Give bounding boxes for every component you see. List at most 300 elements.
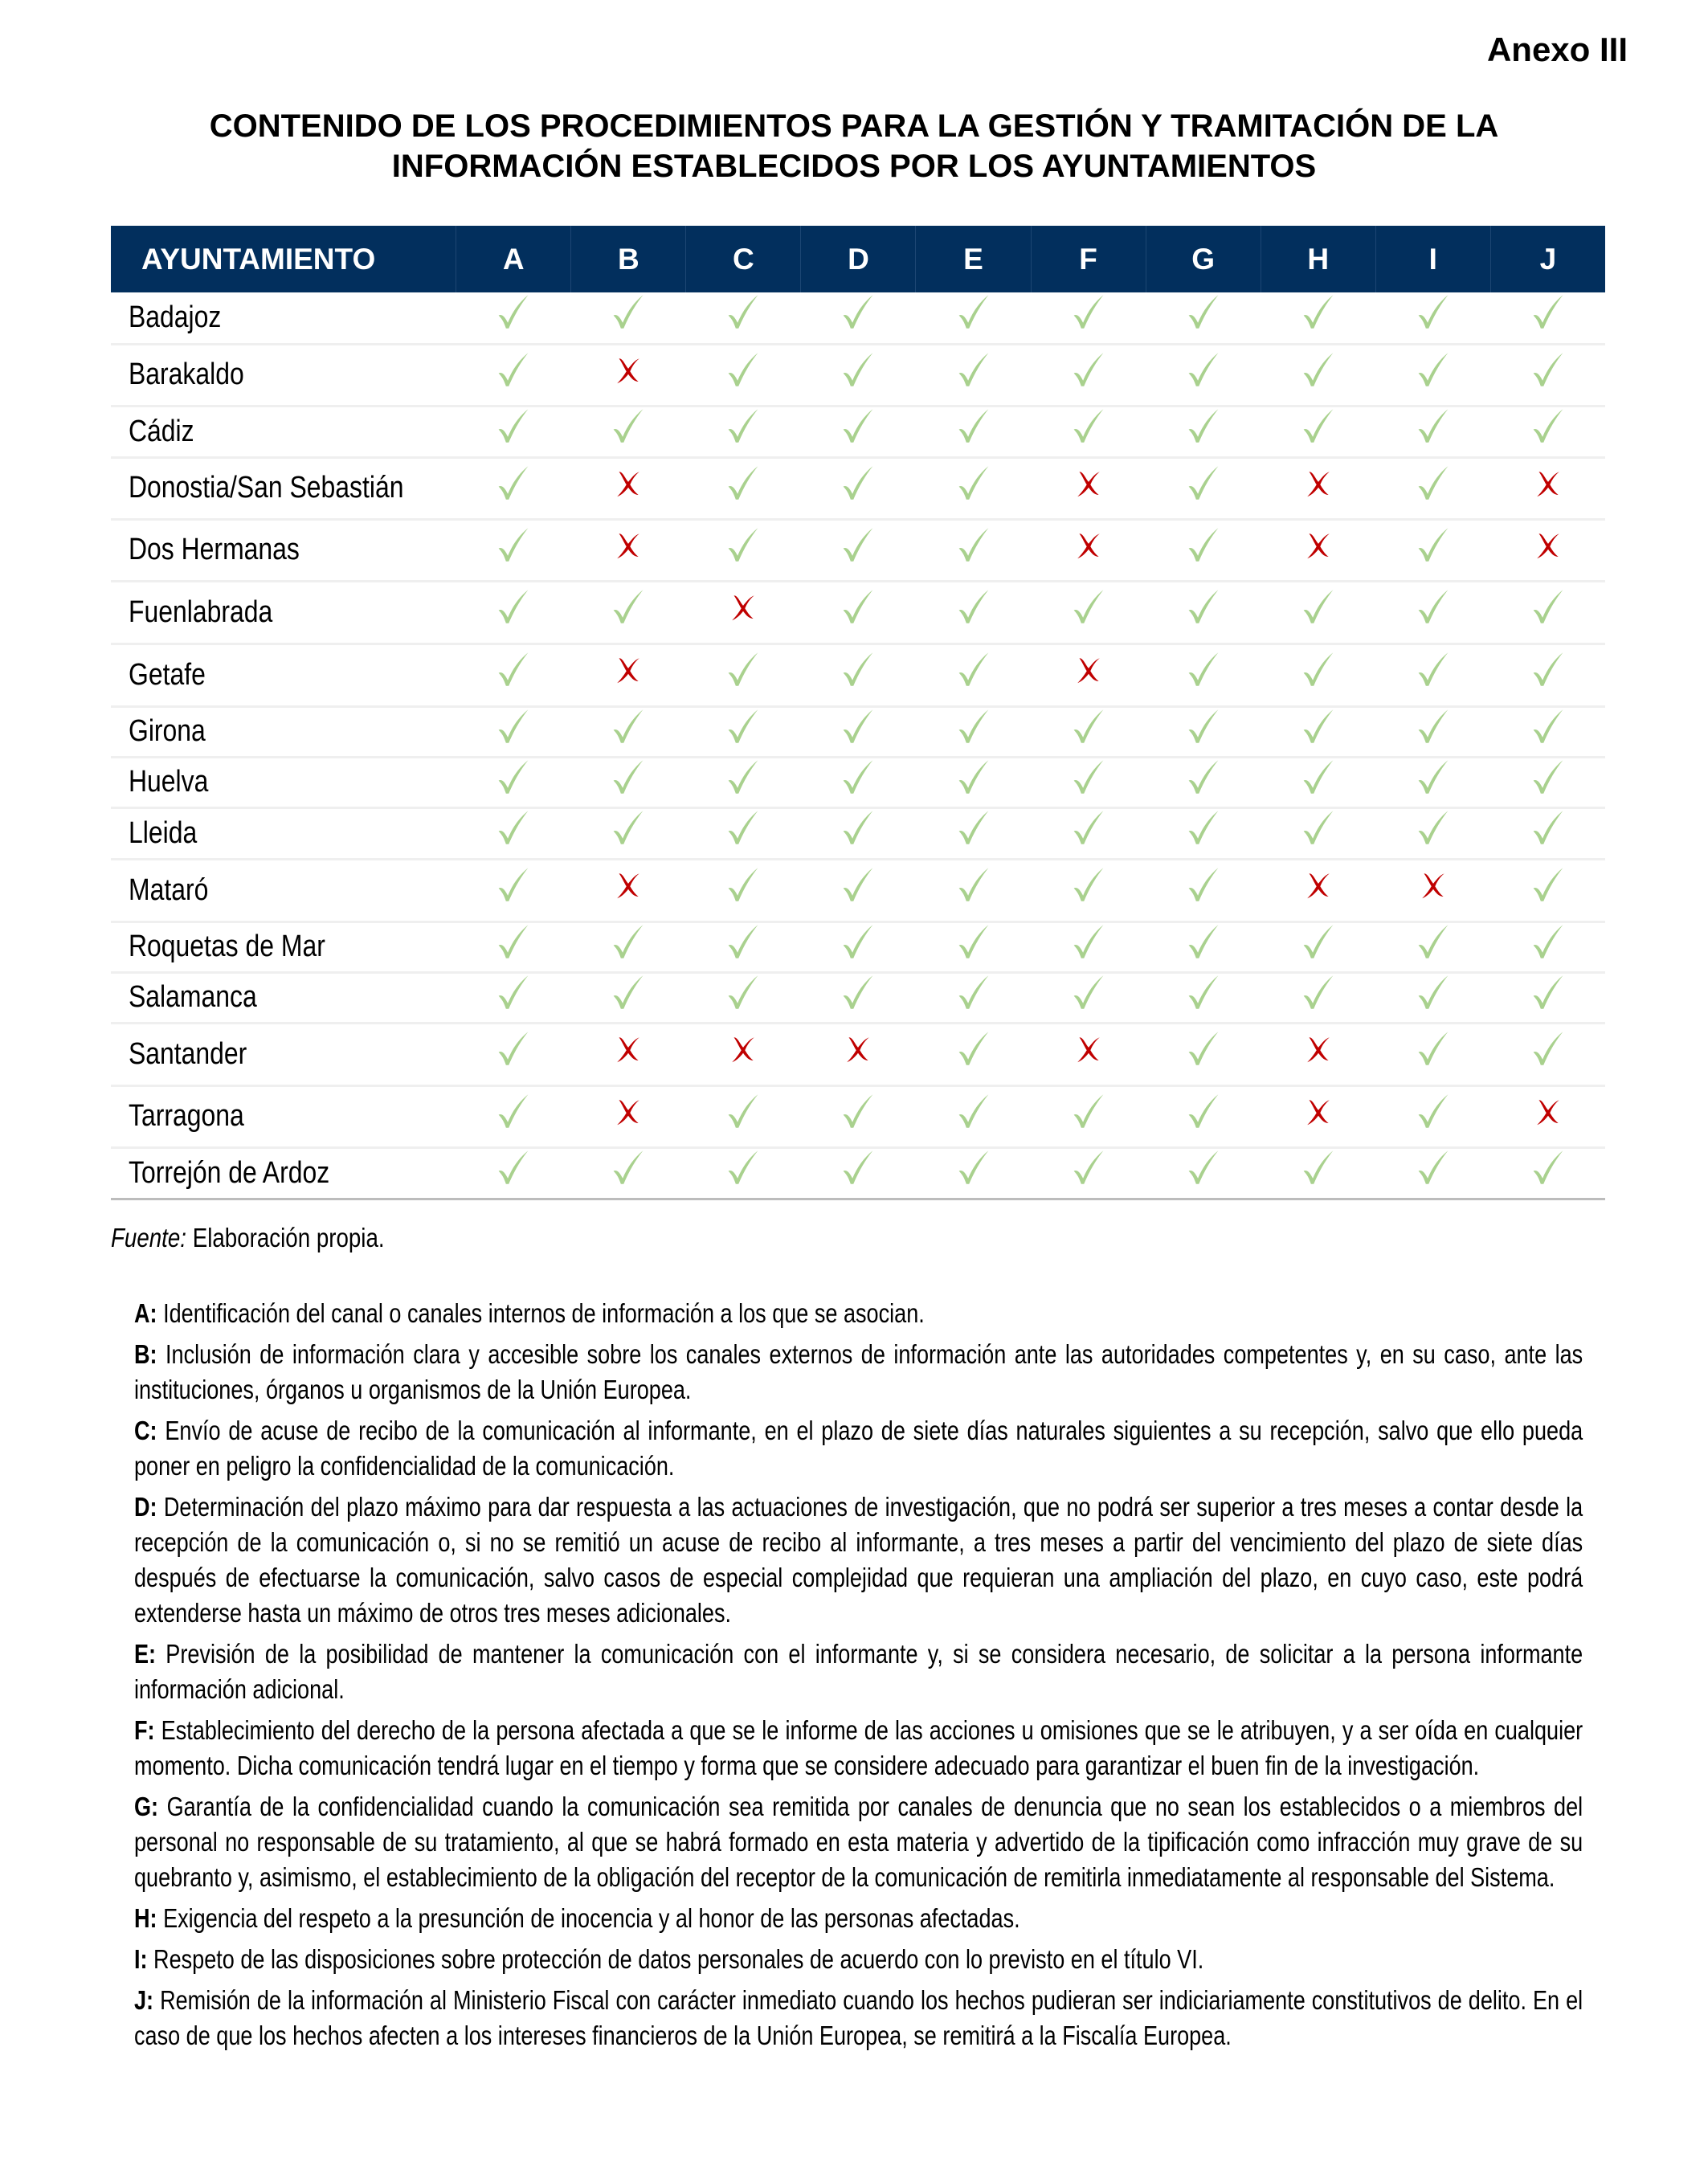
- cross-icon: [1300, 1093, 1337, 1130]
- legend-text: Identificación del canal o canales internos de información a los que se asocian.: [157, 1298, 925, 1328]
- cell-d: [801, 1147, 916, 1199]
- cell-a: [456, 807, 571, 859]
- check-icon: [1415, 464, 1452, 501]
- table-row: [111, 757, 1605, 807]
- annex-label: Anexo III: [1486, 31, 1628, 68]
- check-icon: [840, 1149, 876, 1186]
- check-icon: [725, 651, 762, 688]
- check-icon: [1415, 708, 1452, 745]
- municipality-name: [111, 921, 456, 972]
- cell-g: [1146, 519, 1261, 581]
- cell-h: [1261, 344, 1375, 406]
- cell-f: [1031, 921, 1146, 972]
- cell-d: [801, 859, 916, 921]
- legend-text: Previsión de la posibilidad de mantener la comunicación con el informante y, si se considera necesario, de solicitar a la persona informante información adicional.: [134, 1639, 1583, 1704]
- check-icon: [495, 1149, 532, 1186]
- cell-a: [456, 406, 571, 457]
- cross-icon: [1070, 526, 1107, 563]
- municipality-label: Barakaldo: [129, 358, 244, 391]
- check-icon: [1530, 651, 1567, 688]
- check-icon: [955, 758, 992, 795]
- cell-b: [571, 807, 686, 859]
- check-icon: [1415, 1093, 1452, 1130]
- cell-i: [1375, 757, 1490, 807]
- cross-icon: [1070, 651, 1107, 688]
- cell-j: [1490, 457, 1605, 519]
- cell-j: [1490, 581, 1605, 644]
- check-icon: [840, 526, 876, 563]
- cell-h: [1261, 292, 1375, 344]
- cell-i: [1375, 807, 1490, 859]
- legend-text: Determinación del plazo máximo para dar respuesta a las actuaciones de investigación, que no podrá ser superior a tres meses a contar desde la recepción de la comunicación o, si no se remitió un acuse de recibo al informante, a tres meses a partir del vencimiento del plazo de siete días después de efectuarse la comunicación, salvo casos de especial complejidad que requieran una ampliación del plazo, en cuyo caso, este podrá extenderse hasta un máximo de otros tres meses adicionales.: [134, 1492, 1583, 1628]
- check-icon: [1415, 526, 1452, 563]
- municipality-label: Roquetas de Mar: [129, 930, 325, 963]
- cell-h: [1261, 859, 1375, 921]
- cell-h: [1261, 644, 1375, 706]
- cell-j: [1490, 757, 1605, 807]
- check-icon: [1300, 293, 1337, 330]
- cell-g: [1146, 859, 1261, 921]
- check-icon: [1185, 866, 1222, 903]
- check-icon: [955, 974, 992, 1011]
- cross-icon: [610, 866, 647, 903]
- check-icon: [495, 407, 532, 444]
- cell-f: [1031, 1085, 1146, 1147]
- cell-a: [456, 457, 571, 519]
- check-icon: [840, 758, 876, 795]
- check-icon: [495, 351, 532, 388]
- municipality-name: [111, 344, 456, 406]
- check-icon: [840, 974, 876, 1011]
- cell-f: [1031, 406, 1146, 457]
- cell-g: [1146, 1147, 1261, 1199]
- check-icon: [1530, 588, 1567, 625]
- check-icon: [725, 923, 762, 960]
- cell-i: [1375, 1023, 1490, 1085]
- cell-j: [1490, 1085, 1605, 1147]
- municipality-label: Lleida: [129, 815, 198, 850]
- cell-i: [1375, 921, 1490, 972]
- cell-j: [1490, 1147, 1605, 1199]
- cell-e: [916, 292, 1031, 344]
- cross-icon: [1300, 866, 1337, 903]
- check-icon: [1530, 809, 1567, 846]
- cell-i: [1375, 859, 1490, 921]
- header-col-f: F: [1031, 226, 1146, 292]
- cell-b: [571, 1023, 686, 1085]
- cell-e: [916, 706, 1031, 757]
- check-icon: [1415, 1030, 1452, 1067]
- check-icon: [1300, 708, 1337, 745]
- cell-h: [1261, 1147, 1375, 1199]
- cell-c: [686, 972, 801, 1023]
- cross-icon: [610, 526, 647, 563]
- cell-c: [686, 292, 801, 344]
- legend-key: B:: [134, 1339, 157, 1369]
- cell-j: [1490, 859, 1605, 921]
- check-icon: [725, 526, 762, 563]
- cell-h: [1261, 757, 1375, 807]
- check-icon: [955, 351, 992, 388]
- cell-a: [456, 581, 571, 644]
- cell-b: [571, 581, 686, 644]
- cross-icon: [725, 588, 762, 625]
- legend-key: J:: [134, 1985, 154, 2015]
- cell-b: [571, 644, 686, 706]
- municipality-label: Dos Hermanas: [129, 533, 300, 566]
- check-icon: [1185, 1030, 1222, 1067]
- check-icon: [955, 526, 992, 563]
- check-icon: [955, 588, 992, 625]
- table-row: [111, 807, 1605, 859]
- header-col-j: J: [1490, 226, 1605, 292]
- cell-e: [916, 344, 1031, 406]
- check-icon: [1300, 1149, 1337, 1186]
- cell-b: [571, 972, 686, 1023]
- cell-c: [686, 519, 801, 581]
- cell-c: [686, 1023, 801, 1085]
- cell-c: [686, 1147, 801, 1199]
- cell-h: [1261, 972, 1375, 1023]
- check-icon: [840, 588, 876, 625]
- legend-key: G:: [134, 1792, 159, 1821]
- check-icon: [955, 923, 992, 960]
- municipality-name: [111, 644, 456, 706]
- cell-a: [456, 921, 571, 972]
- cell-d: [801, 1023, 916, 1085]
- check-icon: [1530, 1030, 1567, 1067]
- cell-h: [1261, 807, 1375, 859]
- cell-i: [1375, 581, 1490, 644]
- cell-i: [1375, 644, 1490, 706]
- page-title: [0, 106, 1708, 186]
- cell-c: [686, 406, 801, 457]
- cell-c: [686, 921, 801, 972]
- cross-icon: [1070, 1030, 1107, 1067]
- cell-c: [686, 644, 801, 706]
- cell-h: [1261, 1023, 1375, 1085]
- municipality-label: Torrejón de Ardoz: [129, 1155, 330, 1190]
- table-row: [111, 706, 1605, 757]
- check-icon: [1070, 809, 1107, 846]
- cell-g: [1146, 344, 1261, 406]
- check-icon: [610, 708, 647, 745]
- cross-icon: [1530, 526, 1567, 563]
- cell-e: [916, 1023, 1031, 1085]
- check-icon: [1530, 1149, 1567, 1186]
- cell-b: [571, 406, 686, 457]
- municipality-name: [111, 706, 456, 757]
- check-icon: [1185, 1093, 1222, 1130]
- check-icon: [725, 351, 762, 388]
- check-icon: [495, 651, 532, 688]
- cell-i: [1375, 1085, 1490, 1147]
- cell-g: [1146, 921, 1261, 972]
- municipality-label: Salamanca: [129, 980, 257, 1014]
- check-icon: [495, 526, 532, 563]
- cell-b: [571, 1085, 686, 1147]
- cell-a: [456, 344, 571, 406]
- legend-key: E:: [134, 1639, 157, 1669]
- check-icon: [1415, 293, 1452, 330]
- check-icon: [1415, 651, 1452, 688]
- municipality-label: Donostia/San Sebastián: [129, 471, 404, 505]
- cell-h: [1261, 457, 1375, 519]
- check-icon: [495, 866, 532, 903]
- cell-d: [801, 1085, 916, 1147]
- check-icon: [610, 758, 647, 795]
- cell-j: [1490, 406, 1605, 457]
- check-icon: [725, 1149, 762, 1186]
- municipality-label: Fuenlabrada: [129, 595, 273, 629]
- cell-f: [1031, 344, 1146, 406]
- cross-icon: [840, 1030, 876, 1067]
- cell-e: [916, 972, 1031, 1023]
- cell-e: [916, 859, 1031, 921]
- legend-key: A:: [134, 1298, 157, 1328]
- cell-g: [1146, 757, 1261, 807]
- check-icon: [840, 866, 876, 903]
- check-icon: [725, 1093, 762, 1130]
- check-icon: [955, 809, 992, 846]
- cell-e: [916, 807, 1031, 859]
- cell-j: [1490, 519, 1605, 581]
- check-icon: [1185, 758, 1222, 795]
- legend: [134, 1296, 1583, 2059]
- cross-icon: [610, 464, 647, 501]
- cell-f: [1031, 644, 1146, 706]
- cell-b: [571, 292, 686, 344]
- cell-e: [916, 921, 1031, 972]
- header-col-e: E: [916, 226, 1031, 292]
- cell-j: [1490, 972, 1605, 1023]
- legend-text: Respeto de las disposiciones sobre protección de datos personales de acuerdo con lo previsto en el título VI.: [147, 1944, 1204, 1974]
- cell-c: [686, 581, 801, 644]
- procedures-table: [111, 226, 1605, 1200]
- cell-j: [1490, 921, 1605, 972]
- check-icon: [495, 588, 532, 625]
- check-icon: [1415, 923, 1452, 960]
- check-icon: [955, 464, 992, 501]
- check-icon: [1185, 407, 1222, 444]
- source-text: Elaboración propia.: [186, 1223, 385, 1252]
- cross-icon: [1530, 1093, 1567, 1130]
- check-icon: [1070, 923, 1107, 960]
- table-row: [111, 644, 1605, 706]
- check-icon: [1530, 293, 1567, 330]
- check-icon: [610, 407, 647, 444]
- cell-b: [571, 921, 686, 972]
- municipality-name: [111, 807, 456, 859]
- check-icon: [610, 588, 647, 625]
- municipality-label: Getafe: [129, 657, 206, 692]
- cell-d: [801, 292, 916, 344]
- cell-e: [916, 1085, 1031, 1147]
- check-icon: [725, 708, 762, 745]
- check-icon: [1185, 1149, 1222, 1186]
- legend-item: [134, 1489, 1583, 1631]
- municipality-label: Mataró: [129, 872, 209, 907]
- table-row: [111, 519, 1605, 581]
- check-icon: [840, 293, 876, 330]
- check-icon: [1530, 708, 1567, 745]
- cell-d: [801, 581, 916, 644]
- legend-key: D:: [134, 1492, 157, 1522]
- check-icon: [1185, 708, 1222, 745]
- check-icon: [495, 708, 532, 745]
- municipality-name: [111, 859, 456, 921]
- cell-c: [686, 344, 801, 406]
- cell-j: [1490, 344, 1605, 406]
- check-icon: [495, 1030, 532, 1067]
- check-icon: [610, 974, 647, 1011]
- header-col-b: B: [571, 226, 686, 292]
- cross-icon: [610, 651, 647, 688]
- cross-icon: [1300, 464, 1337, 501]
- cell-b: [571, 519, 686, 581]
- cell-d: [801, 972, 916, 1023]
- check-icon: [840, 923, 876, 960]
- cell-a: [456, 859, 571, 921]
- cell-f: [1031, 972, 1146, 1023]
- check-icon: [1415, 758, 1452, 795]
- cell-i: [1375, 519, 1490, 581]
- cell-f: [1031, 859, 1146, 921]
- cell-a: [456, 706, 571, 757]
- header-col-i: I: [1375, 226, 1490, 292]
- check-icon: [1185, 651, 1222, 688]
- check-icon: [1070, 1149, 1107, 1186]
- check-icon: [1070, 407, 1107, 444]
- check-icon: [1070, 866, 1107, 903]
- check-icon: [1415, 1149, 1452, 1186]
- check-icon: [955, 708, 992, 745]
- check-icon: [1185, 293, 1222, 330]
- cell-d: [801, 644, 916, 706]
- cell-i: [1375, 1147, 1490, 1199]
- cross-icon: [1070, 464, 1107, 501]
- check-icon: [1415, 809, 1452, 846]
- table-row: [111, 1147, 1605, 1199]
- cell-f: [1031, 706, 1146, 757]
- cell-j: [1490, 807, 1605, 859]
- table-row: [111, 457, 1605, 519]
- check-icon: [955, 407, 992, 444]
- table-row: [111, 972, 1605, 1023]
- cell-a: [456, 757, 571, 807]
- check-icon: [1530, 923, 1567, 960]
- cell-a: [456, 292, 571, 344]
- check-icon: [1185, 809, 1222, 846]
- table-row: [111, 1085, 1605, 1147]
- check-icon: [840, 351, 876, 388]
- cell-g: [1146, 406, 1261, 457]
- cell-c: [686, 859, 801, 921]
- cell-a: [456, 1147, 571, 1199]
- municipality-name: [111, 972, 456, 1023]
- check-icon: [1530, 758, 1567, 795]
- check-icon: [1185, 588, 1222, 625]
- cell-g: [1146, 972, 1261, 1023]
- cell-c: [686, 706, 801, 757]
- cell-i: [1375, 406, 1490, 457]
- check-icon: [1300, 923, 1337, 960]
- legend-item: [134, 1901, 1583, 1936]
- legend-text: Garantía de la confidencialidad cuando la comunicación sea remitida por canales de denuncia que no sean los establecidos o a miembros del personal no responsable de su tratamiento, al que se habrá formado en esta materia y advertido de la tipificación como infracción muy grave de su quebranto y, asimismo, el establecimiento de la obligación del receptor de la comunicación de remitirla inmediatamente al responsable del Sistema.: [134, 1792, 1583, 1892]
- legend-key: H:: [134, 1903, 157, 1933]
- cell-b: [571, 706, 686, 757]
- header-ayuntamiento: AYUNTAMIENTO: [111, 226, 456, 292]
- legend-item: [134, 1413, 1583, 1484]
- cell-g: [1146, 706, 1261, 757]
- cross-icon: [1300, 526, 1337, 563]
- table-row: [111, 292, 1605, 344]
- cell-d: [801, 757, 916, 807]
- check-icon: [1185, 974, 1222, 1011]
- cell-a: [456, 1085, 571, 1147]
- check-icon: [1415, 351, 1452, 388]
- cell-j: [1490, 706, 1605, 757]
- check-icon: [1185, 464, 1222, 501]
- cross-icon: [1415, 866, 1452, 903]
- cell-a: [456, 519, 571, 581]
- cell-i: [1375, 457, 1490, 519]
- check-icon: [1300, 974, 1337, 1011]
- cell-f: [1031, 292, 1146, 344]
- table-row: [111, 1023, 1605, 1085]
- cell-e: [916, 406, 1031, 457]
- legend-item: [134, 1337, 1583, 1408]
- check-icon: [1300, 407, 1337, 444]
- cross-icon: [610, 1030, 647, 1067]
- cell-g: [1146, 581, 1261, 644]
- header-col-c: C: [686, 226, 801, 292]
- cross-icon: [1300, 1030, 1337, 1067]
- check-icon: [495, 974, 532, 1011]
- cell-d: [801, 921, 916, 972]
- cell-h: [1261, 921, 1375, 972]
- cell-d: [801, 519, 916, 581]
- legend-item: [134, 1983, 1583, 2053]
- check-icon: [1300, 758, 1337, 795]
- cell-i: [1375, 292, 1490, 344]
- check-icon: [1070, 293, 1107, 330]
- check-icon: [1530, 407, 1567, 444]
- municipality-label: Cádiz: [129, 414, 194, 448]
- cell-h: [1261, 706, 1375, 757]
- cell-c: [686, 457, 801, 519]
- legend-item: [134, 1713, 1583, 1784]
- cell-e: [916, 519, 1031, 581]
- cell-d: [801, 344, 916, 406]
- cell-a: [456, 644, 571, 706]
- municipality-name: [111, 519, 456, 581]
- check-icon: [840, 708, 876, 745]
- check-icon: [725, 407, 762, 444]
- cell-e: [916, 757, 1031, 807]
- header-col-h: H: [1261, 226, 1375, 292]
- check-icon: [610, 1149, 647, 1186]
- municipality-label: Tarragona: [129, 1099, 244, 1133]
- legend-text: Inclusión de información clara y accesible sobre los canales externos de información ante las autoridades competentes y, en su caso, ante las instituciones, órganos u organismos de la Unión Europea.: [134, 1339, 1583, 1404]
- check-icon: [725, 758, 762, 795]
- check-icon: [1070, 974, 1107, 1011]
- legend-key: I:: [134, 1944, 148, 1974]
- cell-b: [571, 344, 686, 406]
- cell-i: [1375, 706, 1490, 757]
- check-icon: [1070, 758, 1107, 795]
- check-icon: [840, 1093, 876, 1130]
